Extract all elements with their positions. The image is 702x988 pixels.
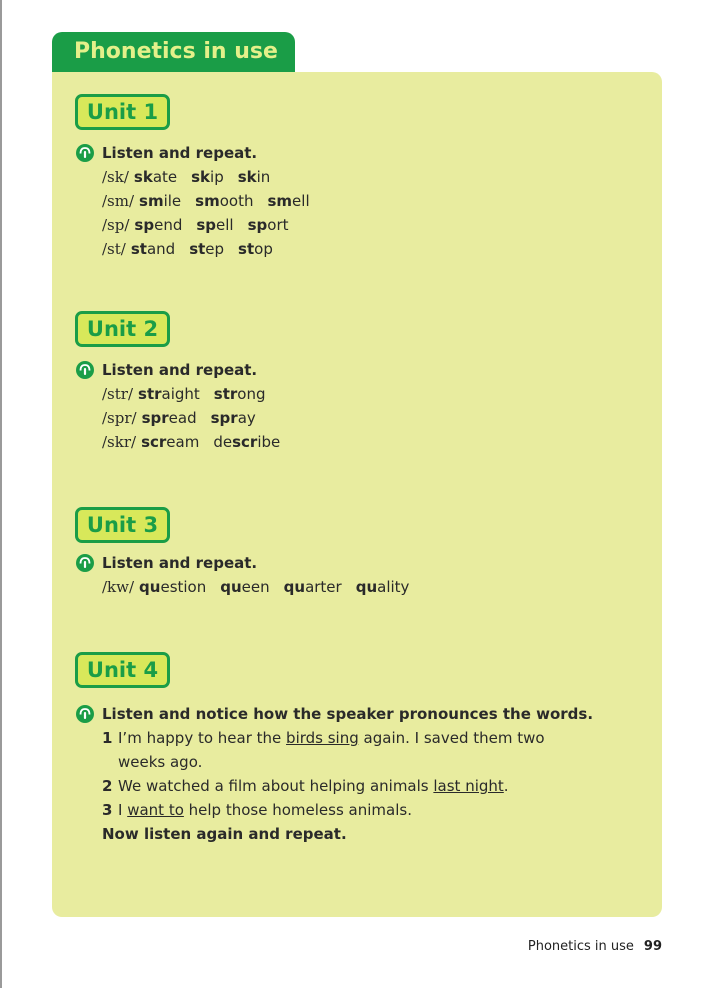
instruction-text: Listen and notice how the speaker pronounces the words. [102, 705, 594, 723]
sentence-1: 1 I’m happy to hear the birds sing again. I saved them two [102, 729, 545, 747]
unit-3-instruction [75, 552, 257, 574]
unit-1-badge: Unit 1 [75, 94, 170, 130]
page-number: 99 [643, 939, 662, 954]
microphone-icon[interactable] [75, 704, 95, 724]
sound-row-sk: /sk/ skate skip skin [102, 168, 271, 186]
sound-row-sp: /sp/ spend spell sport [102, 216, 289, 234]
instruction-text: Listen and repeat. [102, 361, 258, 379]
instruction-text: Listen and repeat. [102, 554, 258, 572]
footer-label: Phonetics in use [527, 939, 634, 954]
page-footer [528, 939, 662, 954]
ipa-label: /sm/ [102, 192, 135, 210]
ipa-label: /skr/ [102, 433, 137, 451]
sound-row-str: /str/ straight strong [102, 385, 266, 403]
microphone-icon[interactable] [75, 143, 95, 163]
unit-3-badge: Unit 3 [75, 507, 170, 543]
unit-4-badge: Unit 4 [75, 652, 170, 688]
instruction-text: Listen and repeat. [102, 144, 258, 162]
closing-instruction: Now listen again and repeat. [102, 825, 347, 843]
microphone-icon[interactable] [75, 360, 95, 380]
sentence-2: 2 We watched a film about helping animals last night. [102, 777, 509, 795]
ipa-label: /st/ [102, 240, 126, 258]
ipa-label: /str/ [102, 385, 134, 403]
microphone-icon[interactable] [75, 553, 95, 573]
unit-2-badge: Unit 2 [75, 311, 170, 347]
unit-1-instruction [75, 142, 257, 164]
sentence-3: 3 I want to help those homeless animals. [102, 801, 412, 819]
sound-row-st: /st/ stand step stop [102, 240, 273, 258]
sound-row-skr: /skr/ scream describe [102, 433, 281, 451]
sentence-1-continued: weeks ago. [118, 753, 203, 771]
unit-2-instruction [75, 359, 257, 381]
sound-row-spr: /spr/ spread spray [102, 409, 256, 427]
page-title: Phonetics in use [52, 32, 295, 72]
sound-row-kw: /kw/ question queen quarter quality [102, 578, 410, 596]
unit-4-instruction [75, 703, 593, 725]
ipa-label: /spr/ [102, 409, 137, 427]
ipa-label: /sk/ [102, 168, 129, 186]
ipa-label: /sp/ [102, 216, 130, 234]
page-edge-rule [0, 0, 2, 988]
sound-row-sm: /sm/ smile smooth smell [102, 192, 310, 210]
ipa-label: /kw/ [102, 578, 135, 596]
